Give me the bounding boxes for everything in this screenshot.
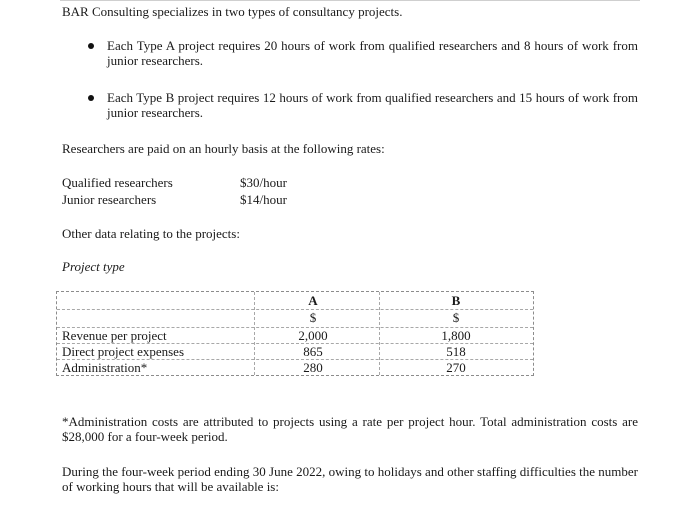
footnote-text: *Administration costs are attributed to projects using a rate per project hour. Total administration costs are $28,000 for a four-week period.: [62, 414, 638, 444]
top-divider: [60, 0, 640, 1]
administration-b: 270: [446, 360, 466, 375]
bullet-b-text: Each Type B project requires 12 hours of work from qualified researchers and 15 hours of work from junior researchers.: [107, 90, 638, 120]
revenue-a: 2,000: [298, 328, 328, 343]
bullet-icon: [88, 95, 94, 101]
unit-b: $: [452, 310, 460, 325]
direct-expenses-b: 518: [446, 344, 466, 359]
intro-text: BAR Consulting specializes in two types of consultancy projects.: [62, 4, 403, 19]
closing-text: During the four-week period ending 30 June 2022, owing to holidays and other staffing difficulties the number of working hours that will be available is:: [62, 464, 638, 494]
rates-intro: Researchers are paid on an hourly basis at the following rates:: [62, 141, 385, 156]
column-header-b: B: [451, 293, 461, 308]
rate-label-junior: Junior researchers: [62, 192, 157, 207]
table-divider: [254, 292, 255, 375]
rate-label-qualified: Qualified researchers: [62, 175, 173, 190]
revenue-b: 1,800: [441, 328, 471, 343]
rate-value-junior: $14/hour: [240, 192, 287, 207]
administration-a: 280: [303, 360, 323, 375]
table-divider: [379, 292, 380, 375]
unit-a: $: [309, 310, 317, 325]
bullet-a-text: Each Type A project requires 20 hours of work from qualified researchers and 8 hours of work from junior researchers.: [107, 38, 638, 68]
rate-value-qualified: $30/hour: [240, 175, 287, 190]
other-data-heading: Other data relating to the projects:: [62, 226, 240, 241]
row-label-revenue: Revenue per project: [62, 328, 167, 343]
column-header-a: A: [308, 293, 318, 308]
row-label-direct-expenses: Direct project expenses: [62, 344, 185, 359]
projects-table: [56, 291, 534, 376]
bullet-icon: [88, 43, 94, 49]
direct-expenses-a: 865: [303, 344, 323, 359]
project-type-heading: Project type: [62, 259, 125, 274]
row-label-administration: Administration*: [62, 360, 148, 375]
